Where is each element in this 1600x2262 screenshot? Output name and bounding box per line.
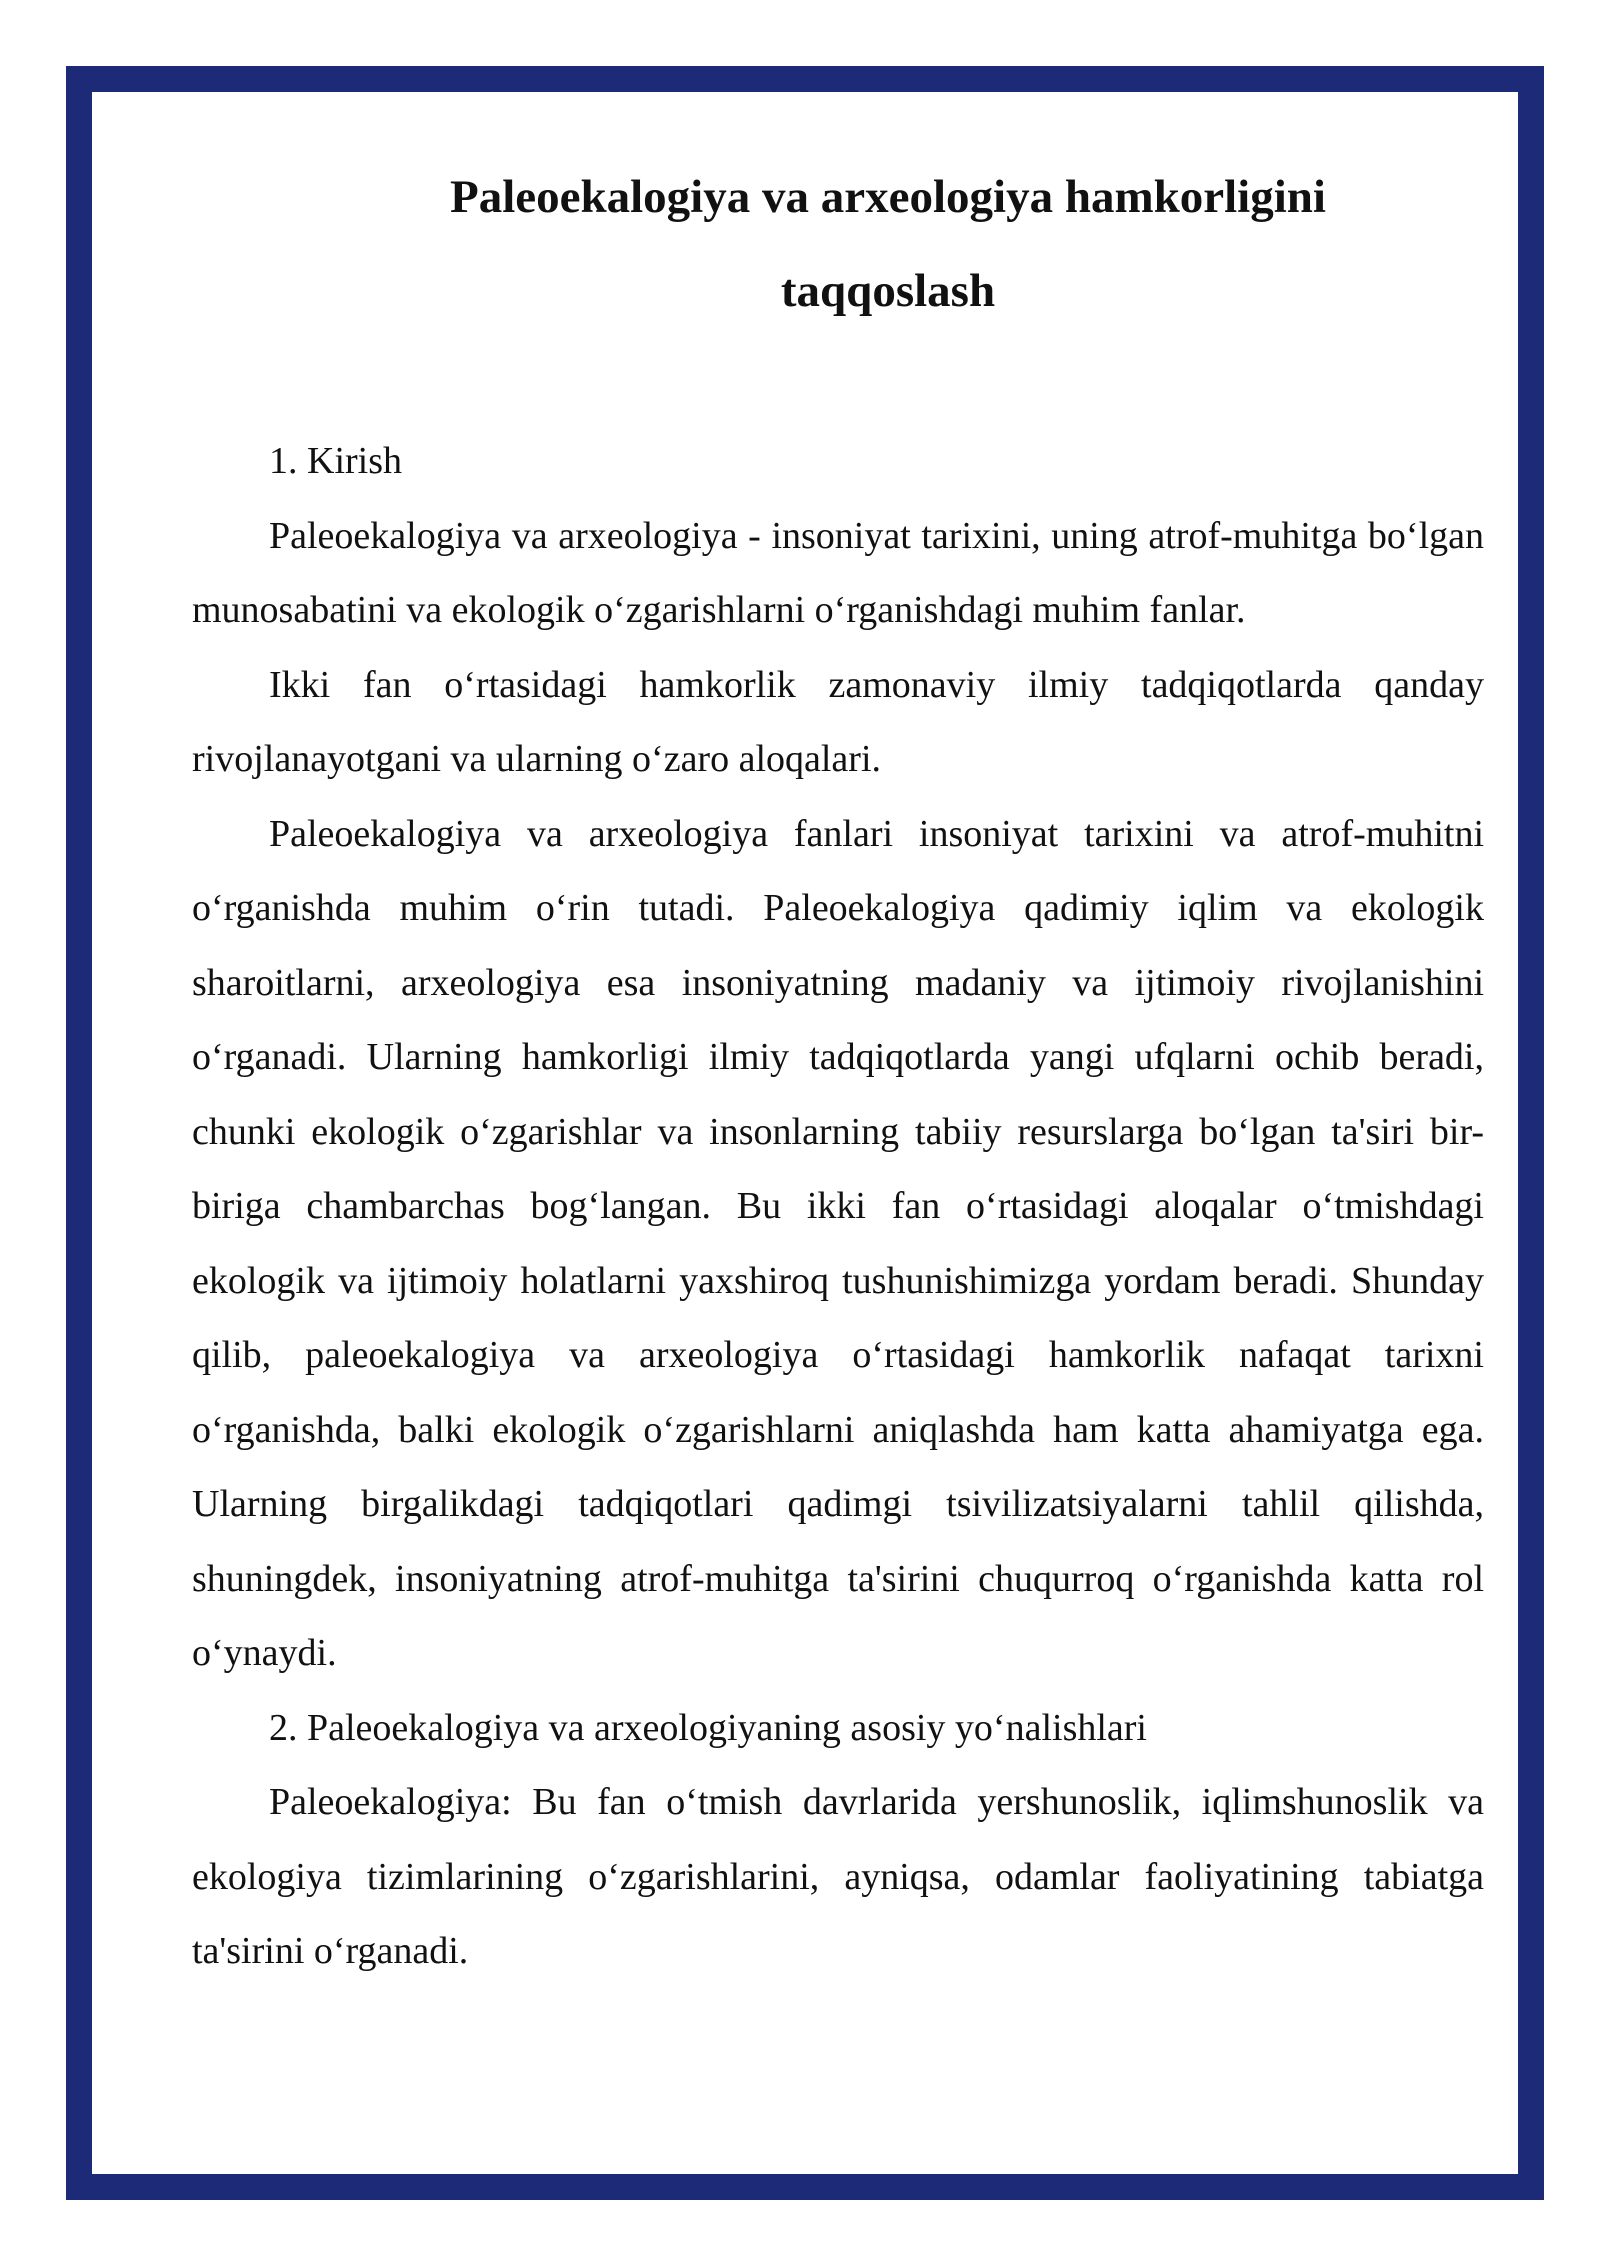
decorative-border-right bbox=[1518, 66, 1544, 2200]
decorative-border-left bbox=[66, 66, 92, 2200]
decorative-border-bottom bbox=[66, 2174, 1544, 2200]
paragraph-intro-detail: Paleoekalogiya va arxeologiya fanlari insoniyat tarixini va atrof-muhitni o‘rganishda muhim o‘rin tutadi. Paleoekalogiya qadimiy iqlim va ekologik sharoitlarni, arxeologiya esa insoniyatning madaniy va ijtimoiy rivojlanishini o‘rganadi. Ularning hamkorligi ilmiy tadqiqotlarda yangi ufqlarni ochib beradi, chunki ekologik o‘zgarishlar va insonlarning tabiiy resurslarga bo‘lgan ta'siri bir-biriga chambarchas bog‘langan. Bu ikki fan o‘rtasidagi aloqalar o‘tmishdagi ekologik va ijtimoiy holatlarni yaxshiroq tushunishimizga yordam beradi. Shunday qilib, paleoekalogiya va arxeologiya o‘rtasidagi hamkorlik nafaqat tarixni o‘rganishda, balki ekologik o‘zgarishlarni aniqlashda ham katta ahamiyatga ega. Ularning birgalikdagi tadqiqotlari qadimgi tsivilizatsiyalarni tahlil qilishda, shuningdek, insoniyatning atrof-muhitga ta'sirini chuqurroq o‘rganishda katta rol o‘ynaydi. bbox=[192, 812, 1484, 1674]
title-line-2: taqqoslash bbox=[780, 265, 996, 317]
section-heading-introduction: 1. Kirish bbox=[269, 440, 402, 482]
paragraph-intro-collaboration: Ikki fan o‘rtasidagi hamkorlik zamonaviy ilmiy tadqiqotlarda qanday rivojlanayotgani va ularning o‘zaro aloqalari. bbox=[192, 663, 1484, 780]
decorative-border-top bbox=[66, 66, 1544, 92]
title-line-1: Paleoekalogiya va arxeologiya hamkorligini bbox=[450, 171, 1326, 223]
section-heading-main-directions: 2. Paleoekalogiya va arxeologiyaning asosiy yo‘nalishlari bbox=[269, 1706, 1147, 1749]
document-title bbox=[192, 150, 1484, 338]
document-body bbox=[192, 150, 1484, 1989]
paragraph-paleoecology: Paleoekalogiya: Bu fan o‘tmish davrlarida yershunoslik, iqlimshunoslik va ekologiya tizimlarining o‘zgarishlarini, ayniqsa, odamlar faoliyatining tabiatga ta'sirini o‘rganadi. bbox=[192, 1781, 1484, 1972]
title-spacer bbox=[192, 338, 1484, 424]
paragraph-intro-definition: Paleoekalogiya va arxeologiya - insoniyat tarixini, uning atrof-muhitga bo‘lgan munosabatini va ekologik o‘zgarishlarni o‘rganishdagi muhim fanlar. bbox=[192, 514, 1484, 631]
